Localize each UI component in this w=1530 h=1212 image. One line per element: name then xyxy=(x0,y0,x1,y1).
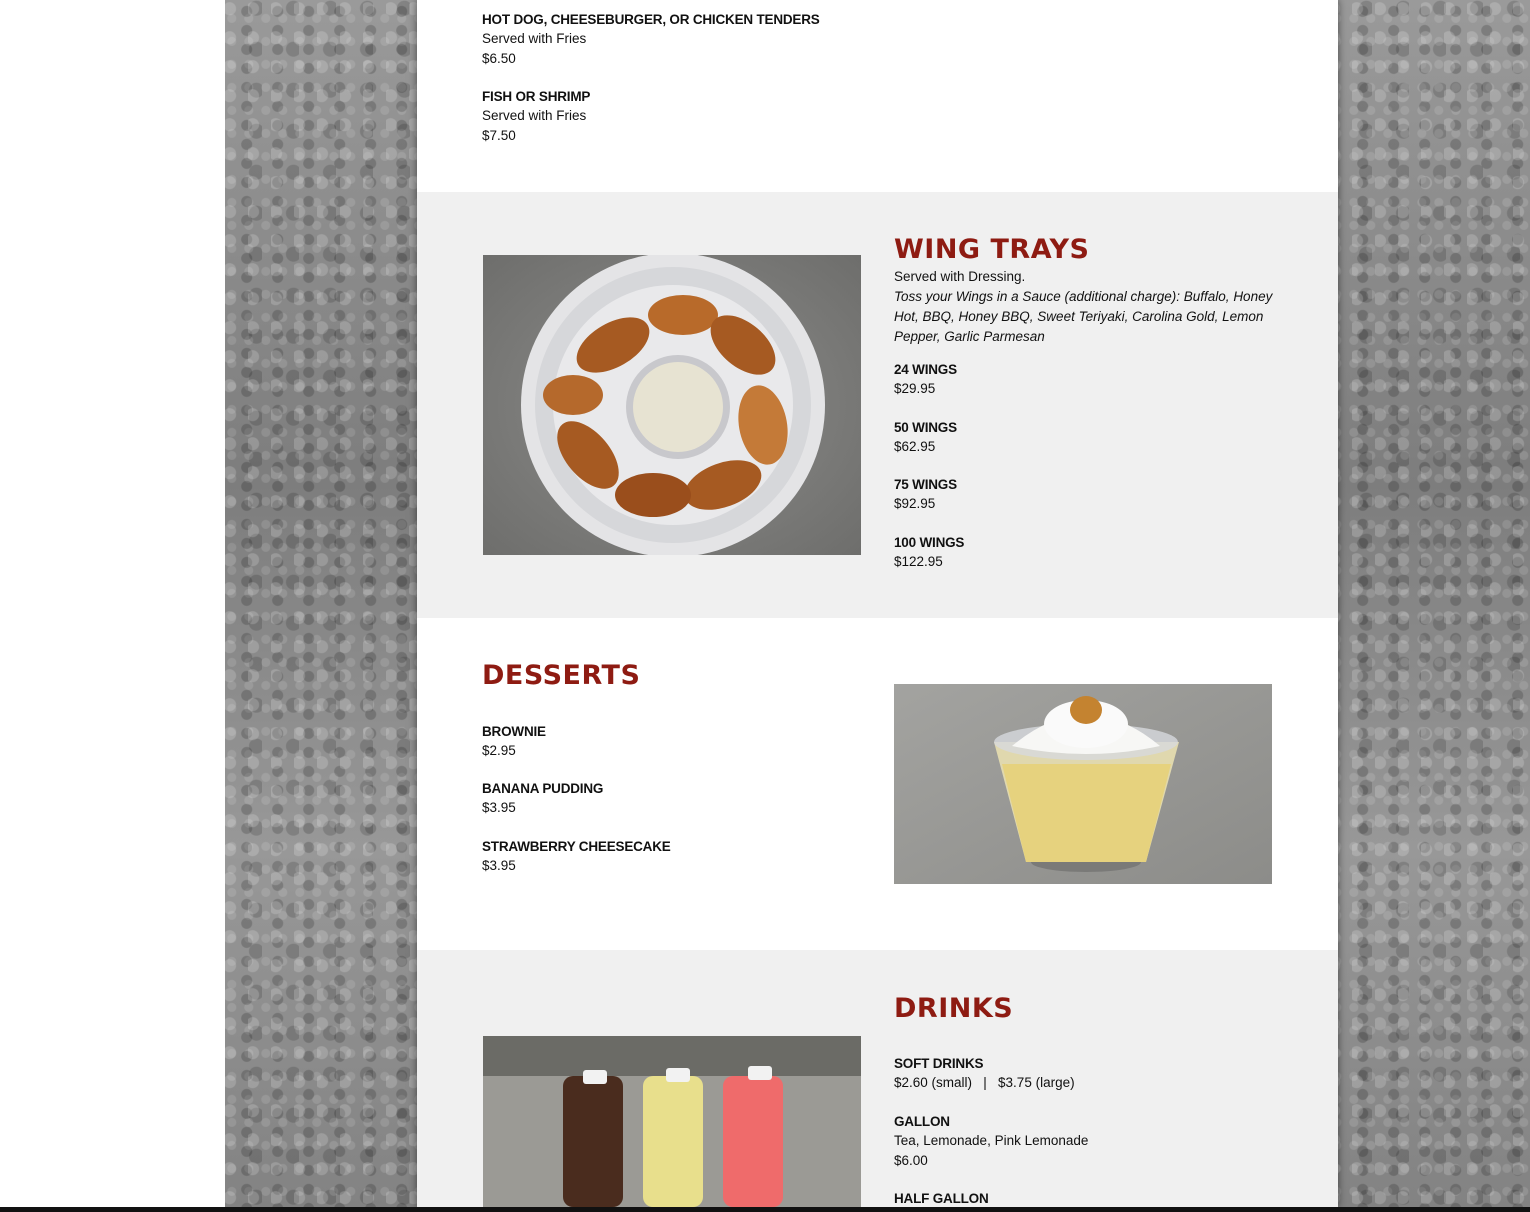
menu-item xyxy=(894,360,957,399)
menu-item xyxy=(894,475,957,514)
item-name: GALLON xyxy=(894,1114,950,1129)
drinks-title: DRINKS xyxy=(894,993,1014,1024)
menu-item xyxy=(894,1112,1088,1170)
menu-item xyxy=(894,418,957,457)
section-wing-trays xyxy=(417,192,1338,618)
menu-item xyxy=(482,837,671,876)
item-price: $122.95 xyxy=(894,554,943,569)
menu-item xyxy=(482,87,590,145)
menu-item xyxy=(482,10,820,68)
drinks-photo xyxy=(483,1036,861,1207)
menu-item xyxy=(894,1054,1075,1093)
menu-content xyxy=(417,0,1338,1207)
item-name: SOFT DRINKS xyxy=(894,1056,984,1071)
item-note: Served with Fries xyxy=(482,31,587,46)
item-price: $6.50 xyxy=(482,50,516,66)
item-price: $2.60 (small) | $3.75 (large) xyxy=(894,1075,1075,1090)
wings-photo xyxy=(483,255,861,555)
item-name: STRAWBERRY CHEESECAKE xyxy=(482,839,671,854)
menu-item xyxy=(894,1189,989,1208)
menu-item xyxy=(894,533,964,572)
bottom-edge xyxy=(0,1207,1530,1212)
item-price: $62.95 xyxy=(894,439,936,454)
item-name: FISH OR SHRIMP xyxy=(482,89,591,104)
item-note: Tea, Lemonade, Pink Lemonade xyxy=(894,1133,1089,1148)
menu-item xyxy=(482,722,546,761)
item-note: Served with Fries xyxy=(482,108,587,123)
menu-item xyxy=(482,779,603,818)
item-price: $2.95 xyxy=(482,743,516,758)
banana-pudding-photo xyxy=(894,684,1272,884)
item-name: 50 WINGS xyxy=(894,420,957,435)
item-price: $7.50 xyxy=(482,127,516,143)
item-price: $3.95 xyxy=(482,858,516,873)
section-baskets xyxy=(417,0,1338,192)
section-desserts xyxy=(417,618,1338,950)
wing-trays-title: WING TRAYS xyxy=(894,234,1090,265)
item-price: $6.00 xyxy=(894,1152,928,1168)
section-drinks xyxy=(417,950,1338,1207)
item-price: $29.95 xyxy=(894,381,936,396)
item-name: 24 WINGS xyxy=(894,362,957,377)
wing-trays-description xyxy=(894,267,1284,347)
item-name: 75 WINGS xyxy=(894,477,957,492)
item-name: BROWNIE xyxy=(482,724,546,739)
item-name: 100 WINGS xyxy=(894,535,965,550)
item-price: $92.95 xyxy=(894,496,936,511)
desserts-title: DESSERTS xyxy=(482,660,641,691)
item-name: HALF GALLON xyxy=(894,1191,989,1206)
item-price: $3.95 xyxy=(482,800,516,815)
sauce-note: Toss your Wings in a Sauce (additional charge): Buffalo, Honey Hot, BBQ, Honey BBQ, Sweet Teriyaki, Carolina Gold, Lemon Pepper, Garlic Parmesan xyxy=(894,289,1273,344)
item-name: HOT DOG, CHEESEBURGER, OR CHICKEN TENDERS xyxy=(482,12,820,27)
served-with-dressing: Served with Dressing. xyxy=(894,269,1026,284)
item-name: BANANA PUDDING xyxy=(482,781,604,796)
